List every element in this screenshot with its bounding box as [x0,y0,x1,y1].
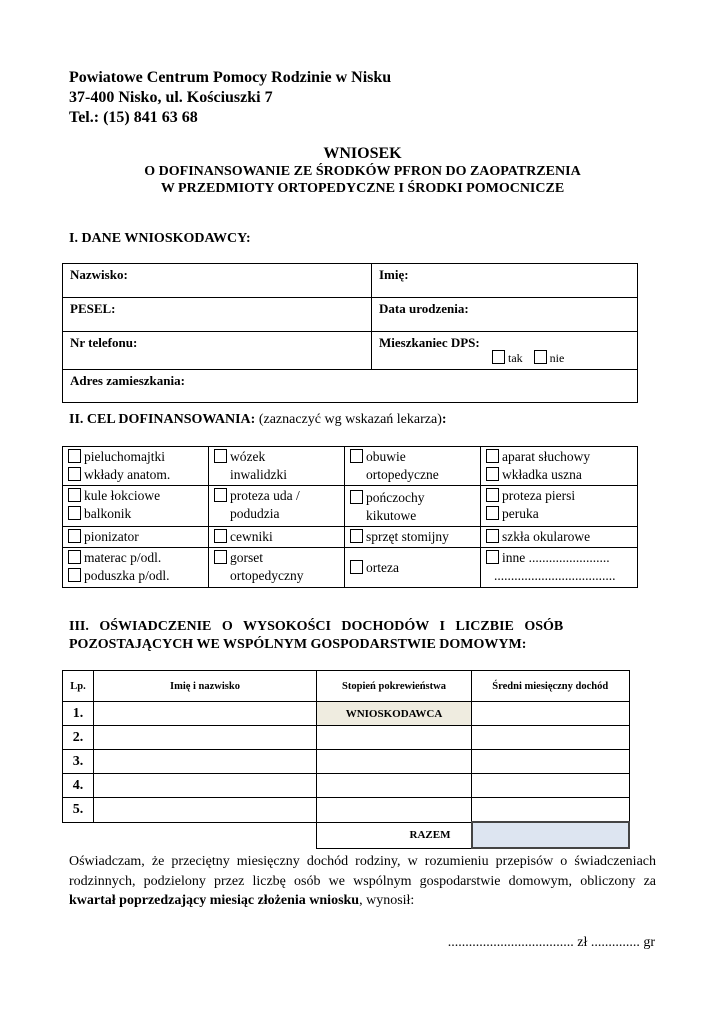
dps-no-label: nie [549,351,565,365]
form-title: WNIOSEK [323,145,402,162]
option-label-cont: kikutowe [366,508,417,523]
option-label: szkła okularowe [502,529,591,544]
surname-label: Nazwisko: [70,267,128,282]
purpose-table [62,446,638,588]
option-label: wkładka uszna [502,467,582,482]
address-field[interactable] [63,370,638,403]
declaration-part-2: , wynosił: [359,893,415,908]
section-3-heading-1: III. OŚWIADCZENIE O WYSOKOŚCI DOCHODÓW I LICZBIE OSÓB [69,619,564,634]
option-label: sprzęt stomijny [366,529,449,544]
relation-cell[interactable] [317,750,472,774]
checkbox[interactable] [350,560,363,574]
form-subtitle-2: W PRZEDMIOTY ORTOPEDYCZNE I ŚRODKI POMOCNICZE [160,181,565,196]
relation-cell[interactable] [317,798,472,823]
option-kule[interactable] [68,487,203,505]
option-label: proteza uda / [230,488,300,503]
table-row [63,774,630,798]
checkbox[interactable] [68,488,81,502]
col-relation: Stopień pokrewieństwa [317,671,472,702]
org-name: Powiatowe Centrum Pomocy Rodzinie w Nisku [69,69,392,86]
income-cell[interactable] [472,750,630,774]
option-poduszka[interactable] [68,567,203,585]
checkbox[interactable] [68,449,81,463]
checkbox[interactable] [214,550,227,564]
option-label-cont: .................................... [494,568,616,583]
col-lp: Lp. [63,671,94,702]
option-pionizator[interactable] [63,527,209,548]
option-label: peruka [502,506,539,521]
dps-no-checkbox[interactable] [534,350,547,364]
option-label: pieluchomajtki [84,449,165,464]
option-label: proteza piersi [502,488,576,503]
option-label: wózek [230,449,266,464]
section-2-note: (zaznaczyć wg wskazań lekarza) [255,412,442,427]
birthdate-label: Data urodzenia: [379,301,469,316]
checkbox[interactable] [486,529,499,543]
checkbox[interactable] [214,488,227,502]
option-orteza[interactable] [345,548,481,588]
option-label-cont: podudzia [230,506,280,521]
section-3-heading-2: POZOSTAJĄCYCH WE WSPÓLNYM GOSPODARSTWIE DOMOWYM: [69,637,527,652]
applicant-cell: WNIOSKODAWCA [317,702,472,726]
spacer [94,822,317,848]
option-label: balkonik [84,506,132,521]
name-cell[interactable] [94,798,317,823]
declaration-part-1: Oświadczam, że przeciętny miesięczny dochód rodziny, w rozumieniu przepisów o świadczeniach rodzinnych, podzielony przez liczbę osób we wspólnym gospodarstwie domowym, obliczony za [69,854,656,889]
checkbox[interactable] [350,490,363,504]
surname-field[interactable] [63,264,372,298]
option-label: inne ........................ [502,550,610,565]
option-materac[interactable] [68,549,203,567]
dps-yes-label: tak [508,351,523,365]
dps-yes-checkbox[interactable] [492,350,505,364]
spacer [63,822,94,848]
option-label: pionizator [84,529,139,544]
option-sprzet[interactable] [345,527,481,548]
row-number: 2. [63,726,94,750]
option-aparat[interactable] [486,448,632,466]
option-label: pończochy [366,490,425,505]
income-cell[interactable] [472,798,630,823]
option-label: gorset [230,550,263,565]
row-number: 5. [63,798,94,823]
declaration-text [69,852,656,911]
option-label: orteza [366,559,399,575]
option-label: poduszka p/odl. [84,568,170,583]
checkbox[interactable] [350,529,363,543]
row-number: 4. [63,774,94,798]
option-label: obuwie [366,449,406,464]
option-inne[interactable] [481,548,638,588]
checkbox[interactable] [486,506,499,520]
table-row [63,702,630,726]
income-cell[interactable] [472,702,630,726]
name-field[interactable] [372,264,638,298]
checkbox[interactable] [214,529,227,543]
option-gorset[interactable] [209,548,345,588]
row-number: 1. [63,702,94,726]
name-label: Imię: [379,267,409,282]
table-row [63,798,630,823]
relation-cell[interactable] [317,774,472,798]
option-szkla[interactable] [481,527,638,548]
option-wozek[interactable] [209,447,345,486]
name-cell[interactable] [94,774,317,798]
option-cewniki[interactable] [209,527,345,548]
name-cell[interactable] [94,726,317,750]
form-subtitle-1: O DOFINANSOWANIE ZE ŚRODKÓW PFRON DO ZAOPATRZENIA [144,164,581,179]
pesel-label: PESEL: [70,301,116,316]
checkbox[interactable] [68,506,81,520]
income-cell[interactable] [472,774,630,798]
checkbox[interactable] [68,550,81,564]
option-proteza-piersi[interactable] [486,487,632,505]
option-wkladka[interactable] [486,466,632,484]
checkbox[interactable] [486,449,499,463]
checkbox[interactable] [68,467,81,481]
section-2-colon: : [441,412,447,427]
checkbox[interactable] [486,488,499,502]
table-row [63,750,630,774]
org-phone: Tel.: (15) 841 63 68 [69,109,198,126]
col-income: Średni miesięczny dochód [472,671,630,702]
total-label: RAZEM [317,822,472,848]
income-cell[interactable] [472,726,630,750]
option-label-cont: inwalidzki [230,467,287,482]
option-label: cewniki [230,529,273,544]
relation-cell[interactable] [317,726,472,750]
checkbox[interactable] [68,568,81,582]
option-peruka[interactable] [486,505,632,523]
section-1-heading: I. DANE WNIOSKODAWCY: [69,231,251,246]
table-row [63,726,630,750]
option-label: materac p/odl. [84,550,162,565]
name-cell[interactable] [94,702,317,726]
phone-label: Nr telefonu: [70,335,138,350]
pesel-field[interactable] [63,298,372,332]
row-number: 3. [63,750,94,774]
birthdate-field[interactable] [372,298,638,332]
address-label: Adres zamieszkania: [70,373,185,388]
dps-field [372,332,638,370]
option-pieluchomajtki[interactable] [68,448,203,466]
option-wklady[interactable] [68,466,203,484]
col-name: Imię i nazwisko [94,671,317,702]
section-2-title: II. CEL DOFINANSOWANIA: [69,412,256,427]
checkbox[interactable] [214,449,227,463]
dps-label: Mieszkaniec DPS: [379,335,480,350]
org-address: 37-400 Nisko, ul. Kościuszki 7 [69,89,273,106]
income-amount-field[interactable]: .................................... zł .............. gr [447,935,655,950]
option-label: wkłady anatom. [84,467,171,482]
checkbox[interactable] [350,449,363,463]
checkbox[interactable] [486,550,499,564]
option-label: kule łokciowe [84,488,161,503]
checkbox[interactable] [486,467,499,481]
option-proteza-uda[interactable] [209,486,345,527]
option-balkonik[interactable] [68,505,203,523]
option-label: aparat słuchowy [502,449,591,464]
option-label-cont: ortopedyczny [230,568,304,583]
option-obuwie[interactable] [345,447,481,486]
applicant-data-table [62,263,638,403]
household-table [62,670,630,849]
phone-field[interactable] [63,332,372,370]
checkbox[interactable] [68,529,81,543]
declaration-bold: kwartał poprzedzający miesiąc złożenia wniosku [69,893,360,908]
total-income-cell[interactable] [472,822,630,848]
option-ponczochy[interactable] [345,486,481,527]
name-cell[interactable] [94,750,317,774]
section-2-heading [69,412,447,428]
option-label-cont: ortopedyczne [366,467,439,482]
